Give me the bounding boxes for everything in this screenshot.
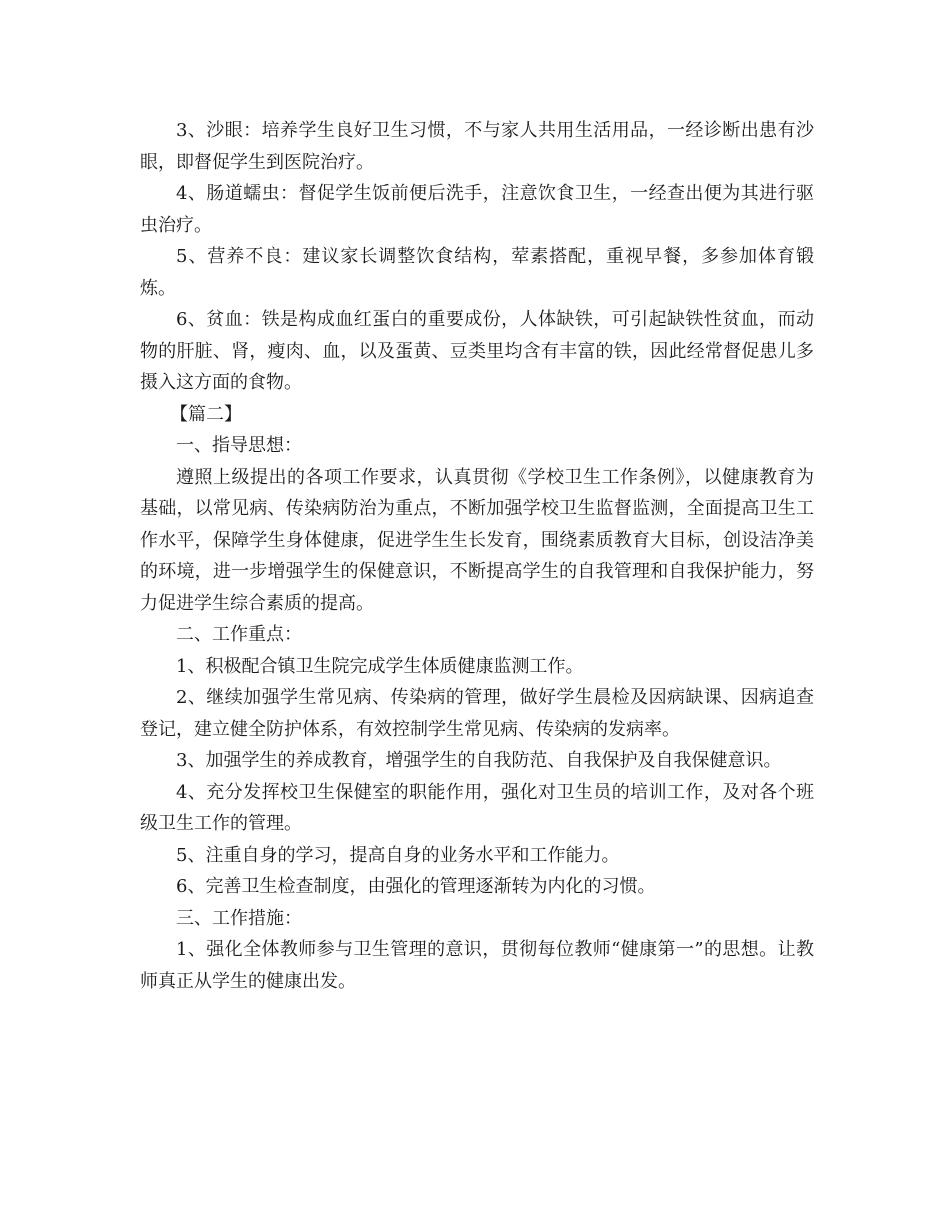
paragraph-guiding-ideology: 遵照上级提出的各项工作要求，认真贯彻《学校卫生工作条例》，以健康教育为基础，以常见病、传染病防治为重点，不断加强学校卫生监督监测，全面提高卫生工作水平，保障学生身体健康，促进学生生长发育，围绕素质教育大目标，创设洁净美的环境，进一步增强学生的保健意识，不断提高学生的自我管理和自我保护能力，努力促进学生综合素质的提高。 bbox=[140, 466, 814, 614]
paragraph-anemia: 6、贫血：铁是构成血红蛋白的重要成份，人体缺铁，可引起缺铁性贫血，而动物的肝脏、肾，瘦肉、血，以及蛋黄、豆类里均含有丰富的铁，因此经常督促患儿多摄入这方面的食物。 bbox=[140, 309, 814, 393]
paragraph-measure-1: 1、强化全体教师参与卫生管理的意识，贯彻每位教师“健康第一”的思想。让教师真正从学生的健康出发。 bbox=[140, 939, 814, 992]
paragraph-malnutrition: 5、营养不良：建议家长调整饮食结构，荤素搭配，重视早餐，多参加体育锻炼。 bbox=[140, 246, 814, 299]
paragraph-focus-4: 4、充分发挥校卫生保健室的职能作用，强化对卫生员的培训工作，及对各个班级卫生工作的管理。 bbox=[140, 781, 814, 834]
paragraph-focus-3: 3、加强学生的养成教育，增强学生的自我防范、自我保护及自我保健意识。 bbox=[176, 750, 782, 771]
paragraph-focus-1: 1、积极配合镇卫生院完成学生体质健康监测工作。 bbox=[176, 655, 584, 677]
paragraph-focus-2: 2、继续加强学生常见病、传染病的管理，做好学生晨检及因病缺课、因病追查登记，建立健全防护体系，有效控制学生常见病、传染病的发病率。 bbox=[140, 687, 814, 740]
paragraph-trachoma: 3、沙眼：培养学生良好卫生习惯，不与家人共用生活用品，一经诊断出患有沙眼，即督促学生到医院治疗。 bbox=[140, 120, 814, 173]
heading-work-focus: 二、工作重点： bbox=[176, 624, 302, 645]
heading-guiding-ideology: 一、指导思想： bbox=[176, 435, 302, 456]
paragraph-intestinal-worms: 4、肠道蠕虫：督促学生饭前便后洗手，注意饮食卫生，一经查出便为其进行驱虫治疗。 bbox=[140, 183, 814, 236]
heading-work-measures: 三、工作措施： bbox=[176, 907, 302, 929]
paragraph-focus-5: 5、注重自身的学习，提高自身的业务水平和工作能力。 bbox=[176, 844, 620, 866]
section-title-part-two: 【篇二】 bbox=[170, 403, 242, 425]
paragraph-focus-6: 6、完善卫生检查制度，由强化的管理逐渐转为内化的习惯。 bbox=[176, 876, 656, 897]
